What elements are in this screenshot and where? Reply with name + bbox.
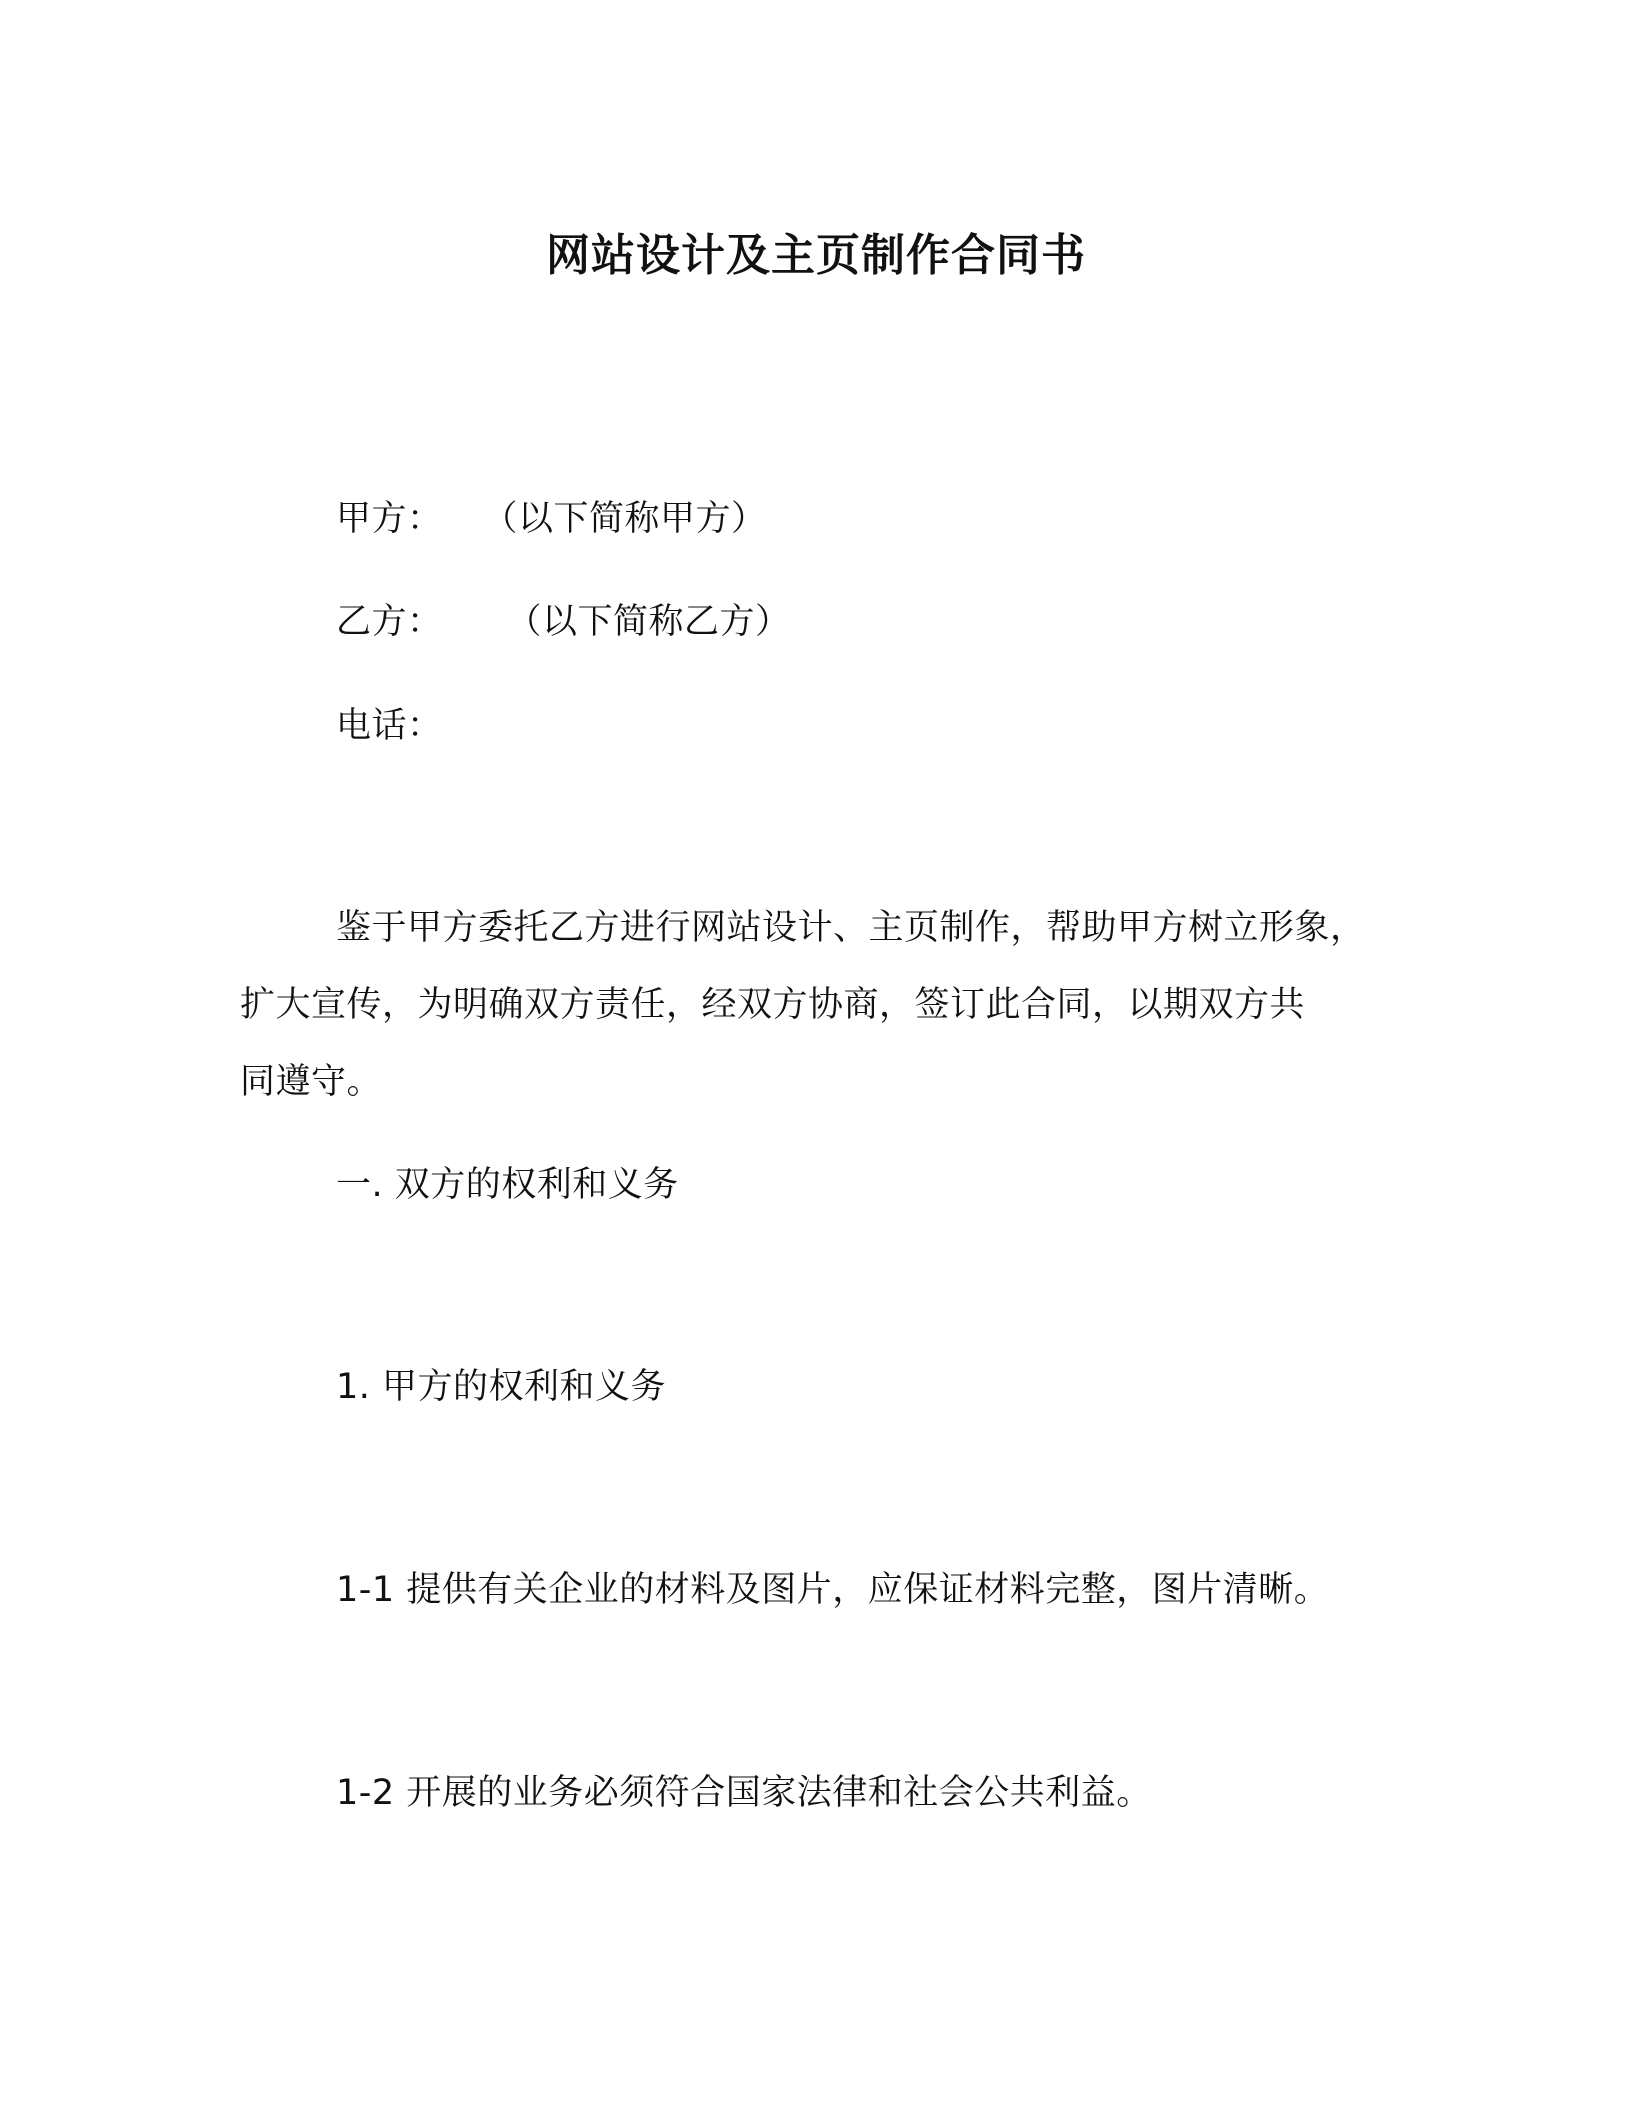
party-b-line (336, 600, 791, 644)
preamble-line-1: 鉴于甲方委托乙方进行网站设计、主页制作，帮助甲方树立形象， (336, 908, 1366, 948)
party-b-label: 乙方： (336, 602, 443, 642)
party-a-label: 甲方： (336, 499, 443, 539)
party-a-note: （以下简称甲方） (482, 499, 767, 539)
preamble-line-3: 同遵守。 (240, 1062, 383, 1102)
document-title: 网站设计及主页制作合同书 (546, 230, 1086, 281)
party-b-note: （以下简称乙方） (506, 602, 791, 642)
section-1-heading: 一. 双方的权利和义务 (336, 1165, 679, 1205)
subsection-1-heading: 1. 甲方的权利和义务 (336, 1367, 667, 1407)
clause-1-2: 1-2 开展的业务必须符合国家法律和社会公共利益。 (336, 1773, 1152, 1813)
party-a-line (336, 497, 767, 541)
phone-line (336, 704, 443, 748)
clause-1-1: 1-1 提供有关企业的材料及图片，应保证材料完整，图片清晰。 (336, 1570, 1330, 1610)
preamble-line-2: 扩大宣传，为明确双方责任，经双方协商，签订此合同，以期双方共 (240, 985, 1306, 1025)
phone-label: 电话： (336, 706, 443, 746)
